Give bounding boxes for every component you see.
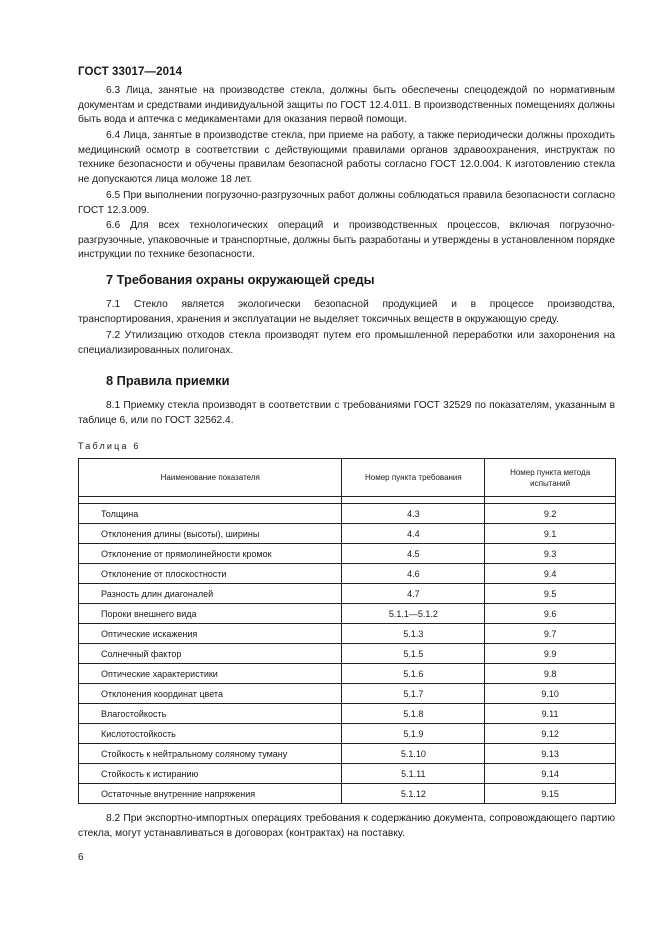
table-header-row xyxy=(79,459,616,497)
requirements-table xyxy=(78,458,616,804)
paragraph-6-5: 6.5 При выполнении погрузочно-разгрузочных работ должны соблюдаться правила безопасности согласно ГОСТ 12.3.009. xyxy=(78,190,615,216)
requirement-clause-cell: 4.5 xyxy=(342,544,485,564)
table-row xyxy=(79,644,616,664)
test-method-cell: 9.5 xyxy=(485,584,616,604)
requirement-clause-cell: 5.1.10 xyxy=(342,744,485,764)
test-method-cell: 9.8 xyxy=(485,664,616,684)
table-row xyxy=(79,704,616,724)
table-row xyxy=(79,504,616,524)
table-row xyxy=(79,584,616,604)
table-body xyxy=(79,497,616,804)
indicator-name-cell: Оптические искажения xyxy=(79,624,342,644)
requirement-clause-cell: 5.1.7 xyxy=(342,684,485,704)
paragraph-6-4: 6.4 Лица, занятые в производстве стекла, при приеме на работу, а также периодически должны проходить медицинский осмотр в соответствии с действующими правилами органов здравоохранения, инструктаж по технике безопасности и обучены правилам безопасной работы согласно ГОСТ 12.0.004. К изготовлению стекла не допускаются лица моложе 18 лет. xyxy=(78,130,615,185)
test-method-cell: 9.7 xyxy=(485,624,616,644)
table-row xyxy=(79,784,616,804)
page-number: 6 xyxy=(78,852,84,863)
indicator-name-cell: Отклонения длины (высоты), ширины xyxy=(79,524,342,544)
requirement-clause-cell: 5.1.11 xyxy=(342,764,485,784)
table-row xyxy=(79,744,616,764)
indicator-name-cell: Кислотостойкость xyxy=(79,724,342,744)
requirement-clause-cell: 5.1.12 xyxy=(342,784,485,804)
table-row xyxy=(79,564,616,584)
table-row xyxy=(79,684,616,704)
indicator-name-cell: Пороки внешнего вида xyxy=(79,604,342,624)
indicator-name-cell: Влагостойкость xyxy=(79,704,342,724)
table-row xyxy=(79,664,616,684)
table-row xyxy=(79,604,616,624)
test-method-cell: 9.9 xyxy=(485,644,616,664)
test-method-cell: 9.13 xyxy=(485,744,616,764)
table-row xyxy=(79,764,616,784)
table-caption: Таблица 6 xyxy=(78,441,141,451)
indicator-name-cell: Разность длин диагоналей xyxy=(79,584,342,604)
test-method-cell: 9.12 xyxy=(485,724,616,744)
table-row xyxy=(79,524,616,544)
paragraph-8-1: 8.1 Приемку стекла производят в соответствии с требованиями ГОСТ 32529 по показателям, указанным в таблице 6, или по ГОСТ 32562.4. xyxy=(78,400,615,426)
section-7-title: 7 Требования охраны окружающей среды xyxy=(106,272,375,287)
requirement-clause-cell: 4.3 xyxy=(342,504,485,524)
test-method-cell: 9.11 xyxy=(485,704,616,724)
requirement-clause-cell: 4.6 xyxy=(342,564,485,584)
paragraph-6-3: 6.3 Лица, занятые на производстве стекла, должны быть обеспечены спецодеждой по нормативным документам и средствами индивидуальной защиты по ГОСТ 12.4.011. В производственных помещениях должны быть вода и аптечка с медикаментами для оказания первой помощи. xyxy=(78,85,615,126)
test-method-cell: 9.10 xyxy=(485,684,616,704)
test-method-cell: 9.1 xyxy=(485,524,616,544)
indicator-name-cell: Оптические характеристики xyxy=(79,664,342,684)
indicator-name-cell: Остаточные внутренние напряжения xyxy=(79,784,342,804)
document-header: ГОСТ 33017—2014 xyxy=(78,66,183,78)
paragraph-6-6: 6.6 Для всех технологических операций и производственных процессов, включая погрузочно-разгрузочные, упаковочные и транспортные, должны быть разработаны и утверждены в установленном порядке инструкции по технике безопасности. xyxy=(78,220,615,261)
indicator-name-cell: Стойкость к нейтральному соляному туману xyxy=(79,744,342,764)
paragraph-7-2: 7.2 Утилизацию отходов стекла производят путем его промышленной переработки или захоронения на специализированных полигонах. xyxy=(78,330,615,356)
indicator-name-cell: Стойкость к истиранию xyxy=(79,764,342,784)
test-method-cell: 9.4 xyxy=(485,564,616,584)
indicator-name-cell: Отклонение от плоскостности xyxy=(79,564,342,584)
table-row xyxy=(79,724,616,744)
paragraph-8-2: 8.2 При экспортно-импортных операциях требования к содержанию документа, сопровождающего партию стекла, могут устанавливаться в договорах (контрактах) на поставку. xyxy=(78,813,615,839)
test-method-cell: 9.6 xyxy=(485,604,616,624)
test-method-cell: 9.2 xyxy=(485,504,616,524)
header-indicator-name: Наименование показателя xyxy=(79,459,342,497)
paragraph-7-1: 7.1 Стекло является экологически безопасной продукцией и в процессе производства, транспортирования, хранения и эксплуатации не выделяет токсичных веществ в окружающую среду. xyxy=(78,299,615,325)
table-row xyxy=(79,624,616,644)
requirement-clause-cell: 5.1.6 xyxy=(342,664,485,684)
requirement-clause-cell: 5.1.3 xyxy=(342,624,485,644)
requirement-clause-cell: 5.1.1—5.1.2 xyxy=(342,604,485,624)
indicator-name-cell: Толщина xyxy=(79,504,342,524)
indicator-name-cell: Отклонение от прямолинейности кромок xyxy=(79,544,342,564)
header-test-method-clause: Номер пункта метода испытаний xyxy=(485,459,616,497)
section-8-title: 8 Правила приемки xyxy=(106,373,230,388)
requirement-clause-cell: 5.1.8 xyxy=(342,704,485,724)
test-method-cell: 9.14 xyxy=(485,764,616,784)
test-method-cell: 9.3 xyxy=(485,544,616,564)
requirement-clause-cell: 4.7 xyxy=(342,584,485,604)
header-requirement-clause: Номер пункта требования xyxy=(342,459,485,497)
indicator-name-cell: Солнечный фактор xyxy=(79,644,342,664)
table-row xyxy=(79,544,616,564)
requirement-clause-cell: 4.4 xyxy=(342,524,485,544)
test-method-cell: 9.15 xyxy=(485,784,616,804)
indicator-name-cell: Отклонения координат цвета xyxy=(79,684,342,704)
table-spacer-row xyxy=(79,497,616,504)
requirement-clause-cell: 5.1.5 xyxy=(342,644,485,664)
requirement-clause-cell: 5.1.9 xyxy=(342,724,485,744)
